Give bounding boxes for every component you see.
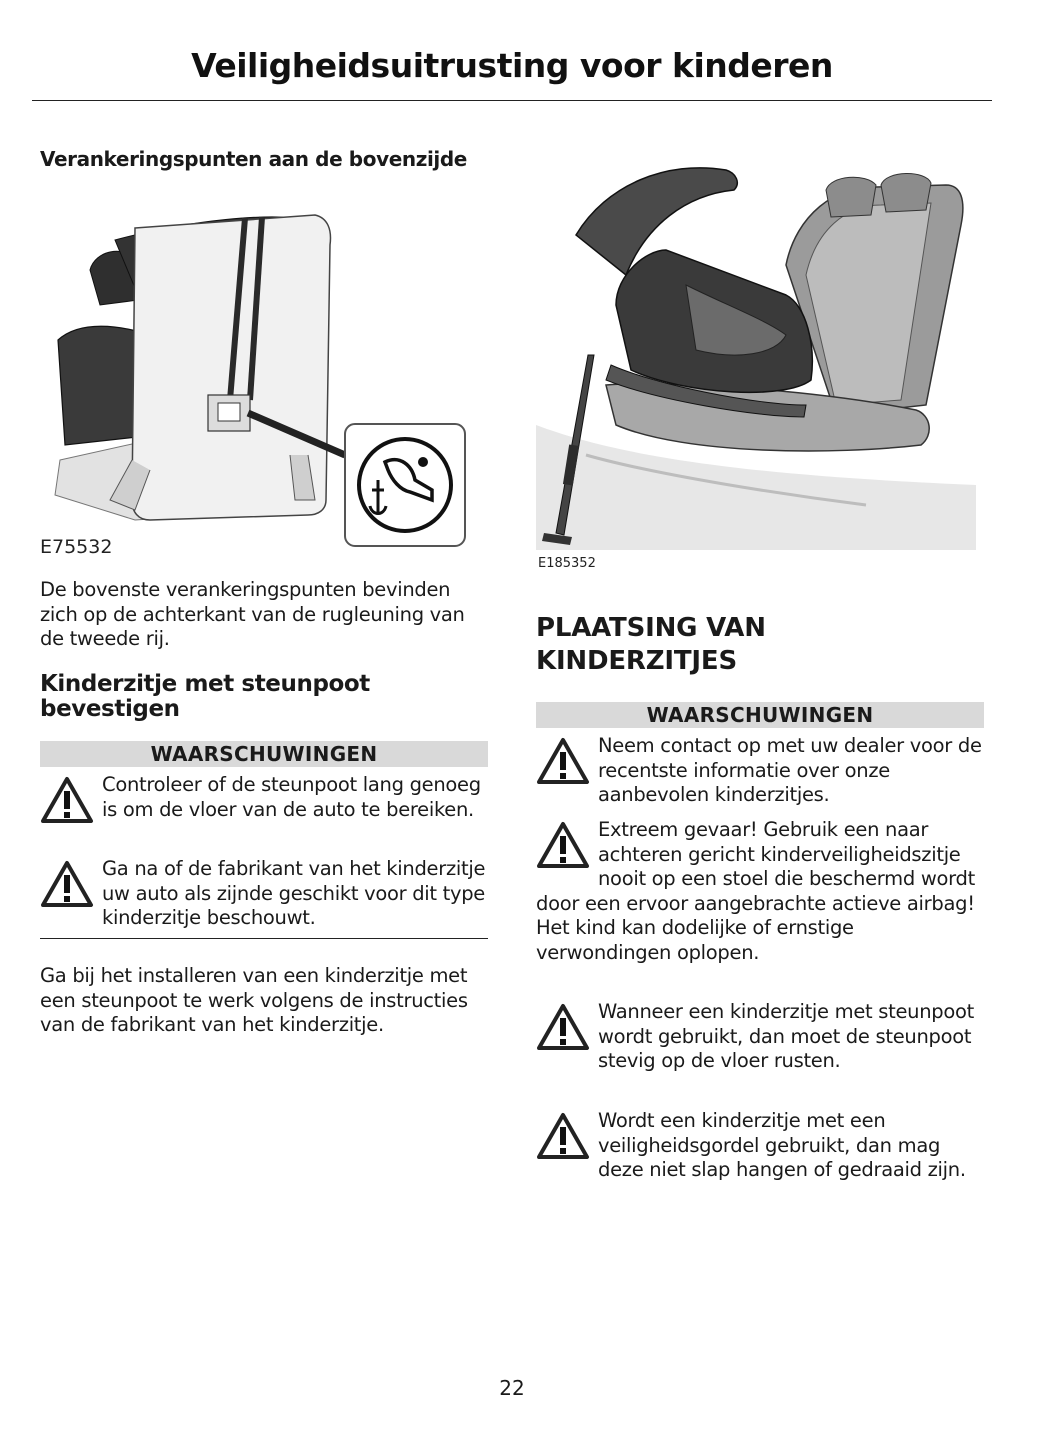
warning-text: Neem contact op met uw dealer voor de recentste informatie over onze aanbevolen kinderzitjes. (598, 734, 982, 806)
figure-code-e75532: E75532 (40, 536, 113, 558)
subheading-top-tether: Verankeringspunten aan de bovenzijde (40, 147, 467, 171)
warning-item (536, 1000, 988, 1074)
warning-text: Wordt een kinderzitje met een veiligheidsgordel gebruikt, dan mag deze niet slap hangen of gedraaid zijn. (598, 1109, 966, 1181)
title-divider (32, 100, 992, 101)
infant-seat-support-leg-illustration (536, 155, 976, 550)
section-heading-line-2: KINDERZITJES (536, 646, 737, 676)
warning-triangle-icon (40, 775, 94, 825)
warnings-end-divider (40, 938, 488, 939)
page-title: Veiligheidsuitrusting voor kinderen (191, 46, 833, 85)
child-seat-anchor-icon (359, 439, 451, 531)
seat-rear-illustration (40, 200, 480, 550)
warnings-header-right: WAARSCHUWINGEN (536, 702, 984, 728)
paragraph-anchor-location: De bovenste verankeringspunten bevinden zich op de achterkant van de rugleuning van de tweede rij. (40, 578, 465, 650)
warning-text: Ga na of de fabrikant van het kinderzitje uw auto als zijnde geschikt voor dit type kinderzitje beschouwt. (102, 857, 486, 929)
warning-triangle-icon (536, 736, 590, 786)
warning-triangle-icon (536, 1002, 590, 1052)
page-number: 22 (499, 1376, 525, 1400)
paragraph-install: Ga bij het installeren van een kinderzitje met een steunpoot te werk volgens de instructies van de fabrikant van het kinderzitje. (40, 964, 468, 1036)
warnings-header-left: WAARSCHUWINGEN (40, 741, 488, 767)
warning-triangle-icon (536, 820, 590, 870)
subheading-support-leg: Kinderzitje met steunpoot bevestigen (40, 671, 370, 722)
figure-code-e185352: E185352 (538, 556, 596, 571)
warning-item (536, 1109, 988, 1183)
warning-text: Controleer of de steunpoot lang genoeg is om de vloer van de auto te bereiken. (102, 773, 481, 821)
section-heading (536, 612, 984, 678)
warning-item (40, 857, 492, 931)
warning-item (40, 773, 492, 825)
warning-item (536, 818, 988, 965)
warning-triangle-icon (40, 859, 94, 909)
warning-text: Wanneer een kinderzitje met steunpoot wordt gebruikt, dan moet de steunpoot stevig op de vloer rusten. (598, 1000, 974, 1072)
warning-triangle-icon (536, 1111, 590, 1161)
warning-text: Extreem gevaar! Gebruik een naar achteren gericht kinderveiligheidszitje nooit op een stoel die beschermd wordt door een ervoor aangebrachte actieve airbag! Het kind kan dodelijke of ernstige verwondingen oplopen. (536, 818, 975, 964)
warning-item (536, 734, 988, 808)
section-heading-line-1: PLAATSING VAN (536, 613, 766, 643)
